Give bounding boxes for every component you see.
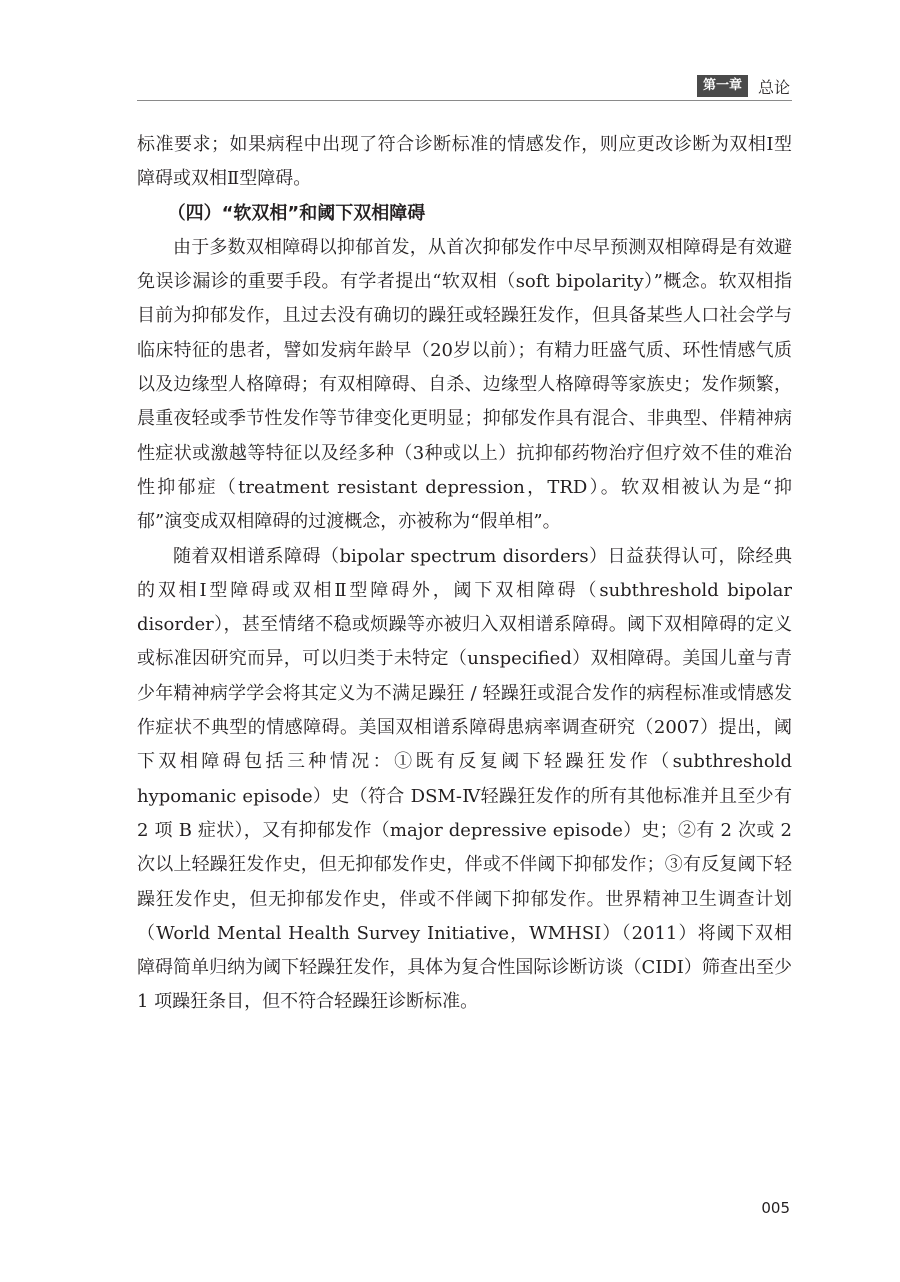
paragraph-soft-bipolarity: 由于多数双相障碍以抑郁首发，从首次抑郁发作中尽早预测双相障碍是有效避免误诊漏诊的重要手段。有学者提出“软双相（soft bipolarity）”概念。软双相指目前为抑郁发作，且过去没有确切的躁狂或轻躁狂发作，但具备某些人口社会学与临床特征的患者，譬如发病年龄早（20岁以前）；有精力旺盛气质、环性情感气质以及边缘型人格障碍；有双相障碍、自杀、边缘型人格障碍等家族史；发作频繁，晨重夜轻或季节性发作等节律变化更明显；抑郁发作具有混合、非典型、伴精神病性症状或激越等特征以及经多种（3种或以上）抗抑郁药物治疗但疗效不佳的难治性抑郁症（treatment resistant depression，TRD）。软双相被认为是“抑郁”演变成双相障碍的过渡概念，亦被称为“假单相”。 bbox=[137, 236, 792, 533]
page-number: 005 bbox=[761, 1199, 790, 1217]
paragraph-continuation: 标准要求；如果病程中出现了符合诊断标准的情感发作，则应更改诊断为双相Ⅰ型障碍或双相Ⅱ型障碍。 bbox=[137, 134, 792, 190]
section-heading: （四）“软双相”和阈下双相障碍 bbox=[167, 202, 426, 224]
chapter-title: 总论 bbox=[757, 77, 790, 97]
chapter-badge: 第一章 bbox=[697, 75, 748, 97]
paragraph-subthreshold-bipolar: 随着双相谱系障碍（bipolar spectrum disorders）日益获得认可，除经典的双相Ⅰ型障碍或双相Ⅱ型障碍外，阈下双相障碍（subthreshold bipolar disorder），甚至情绪不稳或烦躁等亦被归入双相谱系障碍。阈下双相障碍的定义或标准因研究而异，可以归类于未特定（unspecified）双相障碍。美国儿童与青少年精神病学学会将其定义为不满足躁狂 / 轻躁狂或混合发作的病程标准或情感发作症状不典型的情感障碍。美国双相谱系障碍患病率调查研究（2007）提出，阈下双相障碍包括三种情况：①既有反复阈下轻躁狂发作（subthreshold hypomanic episode）史（符合 DSM-Ⅳ轻躁狂发作的所有其他标准并且至少有 2 项 B 症状），又有抑郁发作（major depressive episode）史；②有 2 次或 2 次以上轻躁狂发作史，但无抑郁发作史，伴或不伴阈下抑郁发作；③有反复阈下轻躁狂发作史，但无抑郁发作史，伴或不伴阈下抑郁发作。世界精神卫生调查计划（World Mental Health Survey Initiative，WMHSI）（2011）将阈下双相障碍简单归纳为阈下轻躁狂发作，具体为复合性国际诊断访谈（CIDI）筛查出至少 1 项躁狂条目，但不符合轻躁狂诊断标准。 bbox=[137, 545, 792, 1013]
running-header bbox=[697, 74, 790, 98]
page-body bbox=[137, 128, 792, 1020]
header-divider bbox=[137, 100, 792, 101]
